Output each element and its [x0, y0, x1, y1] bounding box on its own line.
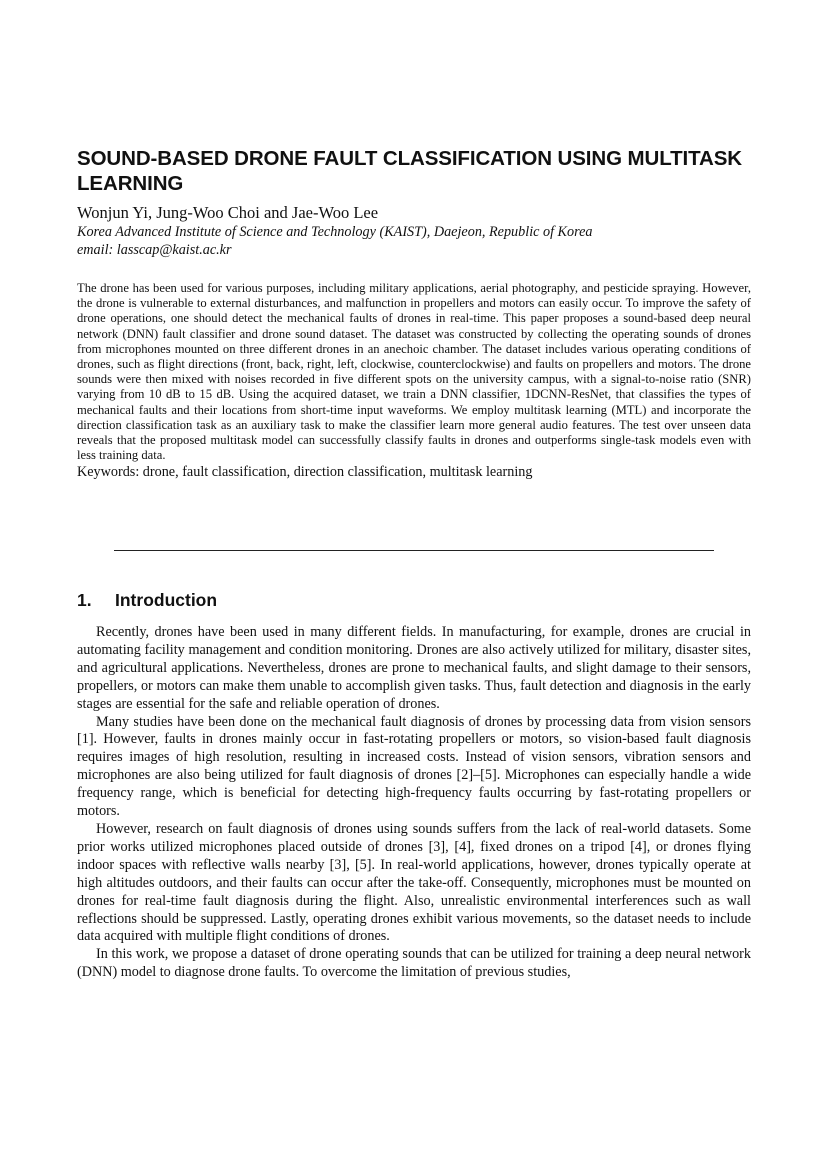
section-title: Introduction	[115, 590, 218, 610]
paragraph: Recently, drones have been used in many different fields. In manufacturing, for example, drones are crucial in automating facility management and condition monitoring. Drones are also actively utilized for military, disaster sites, and agricultural applications. Nevertheless, drones are prone to mechanical faults, and slight damage to their sensors, propellers, or motors can make them unable to accomplish given tasks. Thus, fault detection and diagnosis in the early stages are essential for the safe and reliable operation of drones.	[77, 624, 751, 712]
section-number: 1.	[77, 590, 92, 610]
paper-title: SOUND-BASED DRONE FAULT CLASSIFICATION USING MULTITASK LEARNING	[77, 147, 743, 195]
abstract: The drone has been used for various purposes, including military applications, aerial photography, and pesticide spraying. However, the drone is vulnerable to external disturbances, and malfunction in propellers and motors can easily occur. To improve the safety of drone operations, one should detect the mechanical faults of drones in real-time. This paper proposes a sound-based deep neural network (DNN) fault classifier and drone sound dataset. The dataset was constructed by collecting the operating sounds of drones from microphones mounted on three different drones in an anechoic chamber. The dataset includes various operating conditions of drones, such as flight directions (front, back, right, left, clockwise, counterclockwise) and faults on propellers and motors. The drone sounds were then mixed with noises recorded in five different spots on the university campus, with a signal-to-noise ratio (SNR) varying from 10 dB to 15 dB. Using the acquired dataset, we train a DNN classifier, 1DCNN-ResNet, that classifies the types of mechanical faults and their locations from short-time input waveforms. We employ multitask learning (MTL) and incorporate the direction classification task as an auxiliary task to make the classifier learn more general audio features. The test over unseen data reveals that the proposed multitask model can successfully classify faults in drones and outperforms single-task models even with less training data.	[77, 281, 751, 463]
paragraph: Many studies have been done on the mechanical fault diagnosis of drones by processing data from vision sensors [1]. However, faults in drones mainly occur in fast-rotating propellers or motors, so vision-based fault diagnosis requires images of high resolution, resulting in increased costs. Instead of vision sensors, vibration sensors and microphones are also being utilized for fault diagnosis of drones [2]–[5]. Microphones can especially handle a wide frequency range, which is beneficial for detecting high-frequency faults occurring by fast-rotating propellers or motors.	[77, 713, 751, 820]
contact-email: email: lasscap@kaist.ac.kr	[77, 242, 232, 258]
section-divider	[114, 550, 714, 551]
paper-page	[77, 146, 751, 981]
keywords: Keywords: drone, fault classification, direction classification, multitask learning	[77, 464, 533, 481]
paragraph: In this work, we propose a dataset of drone operating sounds that can be utilized for training a deep neural network (DNN) model to diagnose drone faults. To overcome the limitation of previous studies,	[77, 946, 751, 981]
paragraph: However, research on fault diagnosis of drones using sounds suffers from the lack of real-world datasets. Some prior works utilized microphones placed outside of drones [3], [4], fixed drones on a tripod [4], or drones flying indoor spaces with reflective walls nearby [3], [5]. In real-world applications, however, drones typically operate at high altitudes outdoors, and their faults can occur after the take-off. Consequently, microphones must be mounted on drones for real-time fault diagnosis during the flight. Also, unrealistic environmental interferences such as wall reflections should be suppressed. Lastly, operating drones exhibit various movements, so the dataset needs to include data acquired with multiple flight conditions of drones.	[77, 820, 751, 945]
section-heading	[77, 589, 217, 611]
affiliation: Korea Advanced Institute of Science and Technology (KAIST), Daejeon, Republic of Korea	[77, 224, 593, 240]
author-list: Wonjun Yi, Jung-Woo Choi and Jae-Woo Lee	[77, 203, 379, 222]
section-body	[77, 624, 751, 982]
